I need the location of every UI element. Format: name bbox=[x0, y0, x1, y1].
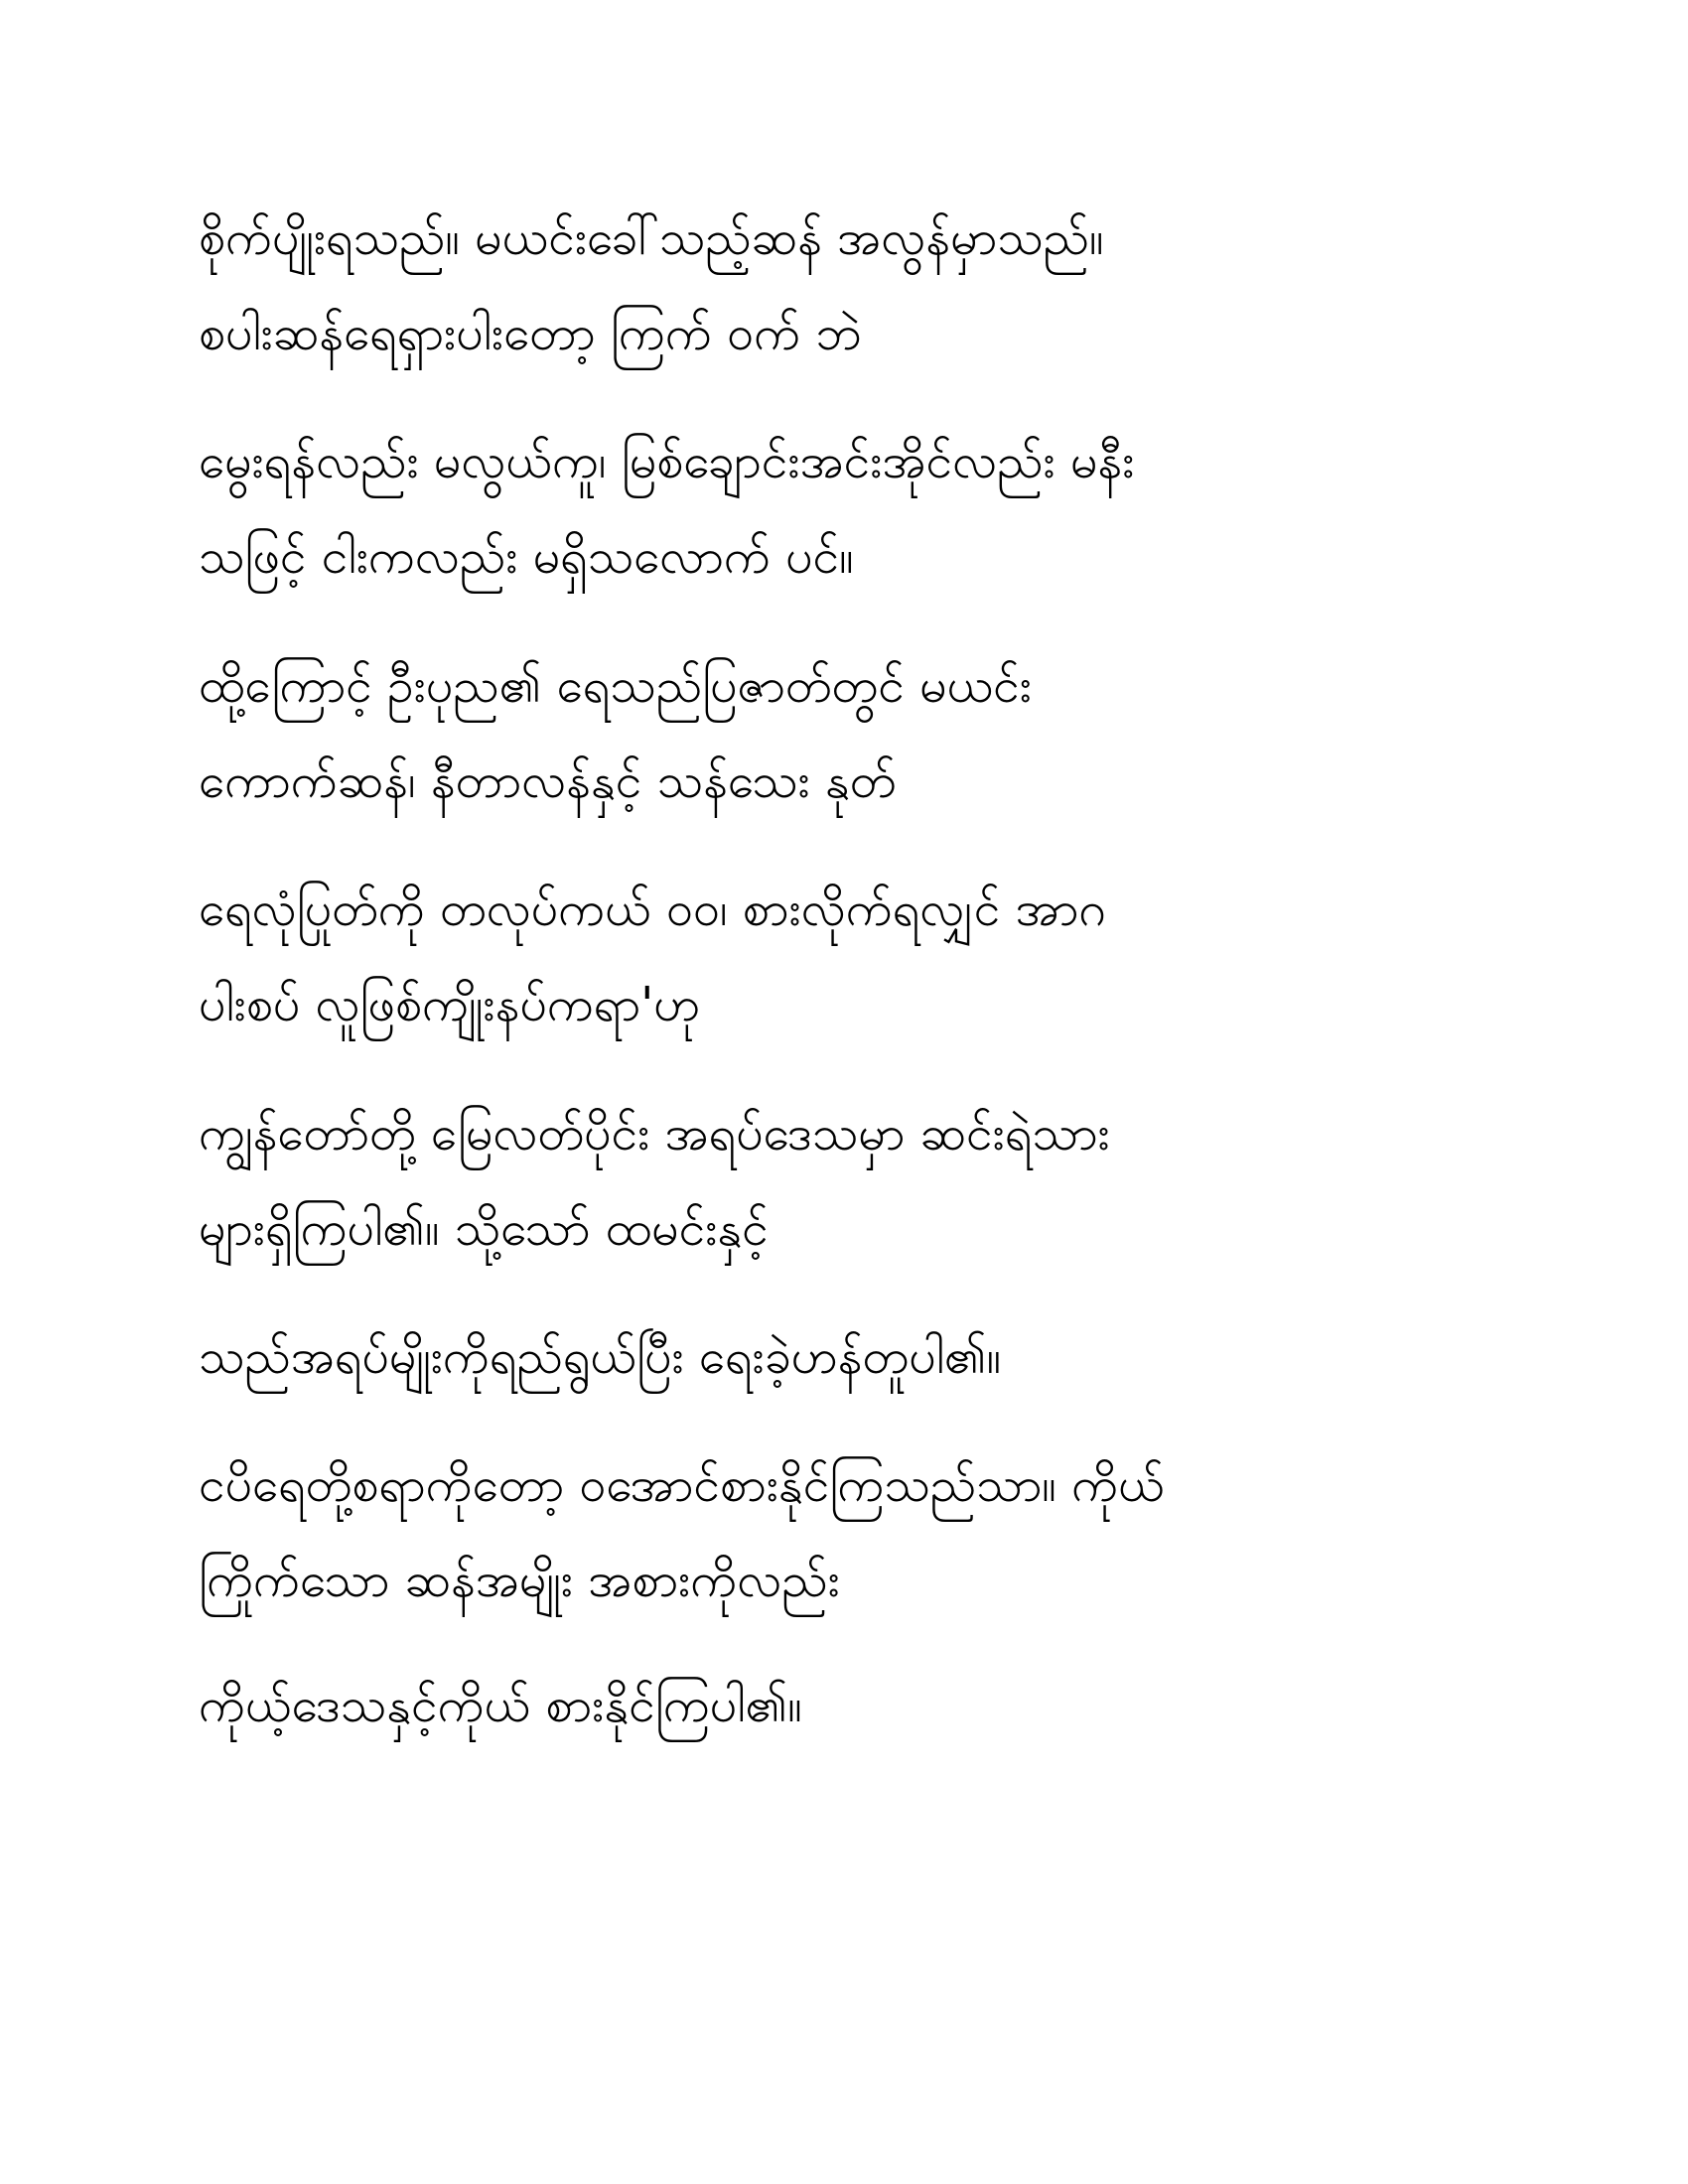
paragraph-8 bbox=[199, 1658, 1509, 1753]
text-line: ထို့ကြောင့် ဦးပုည၏ ရေသည်ပြဇာတ်တွင် မယင်း bbox=[199, 658, 1032, 714]
text-line: သည်အရပ်မျိုးကိုရည်ရွယ်ပြီး ရေးခဲ့ဟန်တူပါ၏။ bbox=[199, 1329, 1002, 1385]
text-line: ငပိရေတို့စရာကိုတော့ ဝအောင်စားနိုင်ကြသည်သာ။ ကိုယ် bbox=[199, 1457, 1165, 1513]
text-line: စပါးဆန်ရေရှားပါးတော့ ကြက် ၀က် ဘဲ bbox=[199, 306, 862, 361]
text-line: သဖြင့် ငါးကလည်း မရှိသလောက် ပင်။ bbox=[199, 529, 854, 585]
text-line: ကျွန်တော်တို့ မြေလတ်ပိုင်း အရပ်ဒေသမှာ ဆင်းရဲသား bbox=[199, 1106, 1110, 1161]
paragraph-3 bbox=[199, 638, 1509, 829]
paragraph-6 bbox=[199, 1309, 1509, 1405]
text-line: ကိုယ့်ဒေသနှင့်ကိုယ် စားနိုင်ကြပါ၏။ bbox=[199, 1678, 802, 1733]
paragraph-2 bbox=[199, 414, 1509, 605]
text-line: စိုက်ပျိုးရသည်။ မယင်းခေါ်သည့်ဆန် အလွန်မှာသည်။ bbox=[199, 210, 1104, 266]
text-line: ရေလုံပြုတ်ကို တလုပ်ကယ် ၀၀၊ စားလိုက်ရလျှင် အာဂ bbox=[199, 882, 1106, 937]
text-line: များရှိကြပါ၏။ သို့သော် ထမင်းနှင့် bbox=[199, 1201, 769, 1257]
paragraph-1 bbox=[199, 191, 1509, 381]
text-line: ကြိုက်သော ဆန်အမျိုး အစားကိုလည်း bbox=[199, 1553, 840, 1608]
paragraph-7 bbox=[199, 1437, 1509, 1628]
paragraph-4 bbox=[199, 862, 1509, 1052]
text-line: ကောက်ဆန်၊ နီတာလန်နှင့် သန်သေး နုတ် bbox=[199, 753, 897, 809]
paragraph-5 bbox=[199, 1086, 1509, 1277]
text-line: ပါးစပ် လူဖြစ်ကျိုးနပ်ကရာ'ဟု bbox=[199, 977, 701, 1032]
text-line: မွေးရန်လည်း မလွယ်ကူ၊ မြစ်ချောင်းအင်းအိုင်လည်း မနီး bbox=[199, 434, 1135, 489]
